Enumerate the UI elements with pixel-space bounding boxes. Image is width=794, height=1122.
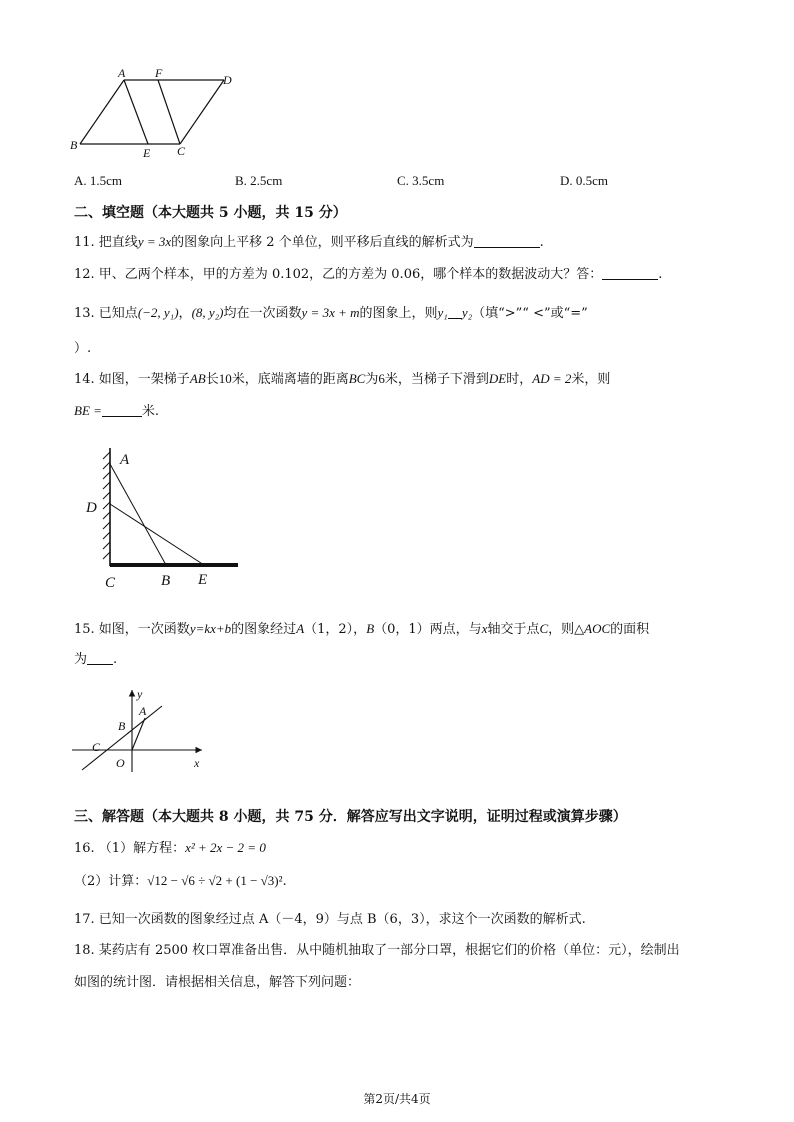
page-footer: 第2页/共4页 <box>363 1092 431 1106</box>
q16-end: . <box>282 874 287 889</box>
segment-fc <box>158 80 180 144</box>
label-c: C <box>105 575 116 591</box>
q14-bc: BC <box>348 371 366 386</box>
q14-ab: AB <box>189 371 206 386</box>
segment-ae <box>124 80 148 144</box>
label-a: A <box>139 704 147 718</box>
q14-text-c: 米，底端离墙的距离 <box>231 372 349 387</box>
label-d: D <box>86 500 97 516</box>
q15-text-d: （0，1）两点，与 <box>374 622 482 637</box>
q16-part2-label: （2）计算： <box>74 874 148 889</box>
question-18-line1: 18. 某药店有 2500 枚口罩准备出售．从中随机抽取了一部分口罩，根据它们的价格（单位：元），绘制出 <box>74 943 680 958</box>
q11-end: . <box>539 235 544 250</box>
q12-text: 12. 甲、乙两个样本，甲的方差为 0.102，乙的方差为 0.06，哪个样本的数据波动大？答： <box>74 267 603 282</box>
edge-ab <box>80 80 124 144</box>
q15-end: . <box>113 652 118 667</box>
q15-point-a: A <box>296 621 305 636</box>
q14-answer-blank[interactable] <box>102 403 142 417</box>
q14-text-f: 时， <box>506 372 533 387</box>
q12-end: . <box>658 267 663 282</box>
q14-text-b: 长 <box>205 372 219 387</box>
q13-fill-hint: （填“>”“ <”或“=” <box>472 306 588 321</box>
q15-point-b: B <box>366 621 375 636</box>
q16-equation: x² + 2x − 2 = 0 <box>185 840 266 855</box>
q13-sep: ， <box>178 306 192 321</box>
q11-pre: 11. 把直线 <box>74 235 138 250</box>
q14-text-e: 米，当梯子下滑到 <box>384 372 489 387</box>
label-y: y <box>137 687 143 701</box>
q13-post: 的图象上，则 <box>359 306 438 321</box>
q12-answer-blank[interactable] <box>602 266 658 280</box>
label-a: A <box>118 66 126 80</box>
q14-end: 米. <box>141 404 160 419</box>
question-14 <box>74 370 610 389</box>
q14-text-a: 14. 如图，一架梯子 <box>74 372 190 387</box>
axes-figure <box>68 684 218 774</box>
q15-text-f: ，则△ <box>548 622 585 637</box>
option-a: A. 1.5cm <box>74 173 123 188</box>
label-e: E <box>198 572 208 588</box>
section-2-title: 二、填空题（本大题共 5 小题，共 15 分） <box>74 205 347 221</box>
q14-be: BE = <box>74 403 102 418</box>
label-c: C <box>92 740 101 754</box>
section-3-title: 三、解答题（本大题共 8 小题，共 75 分．解答应写出文字说明，证明过程或演算步骤） <box>74 809 627 825</box>
q15-point-c: C <box>539 621 549 636</box>
q15-answer-blank[interactable] <box>87 651 113 665</box>
q13-answer-blank[interactable] <box>448 305 462 319</box>
ladder-de <box>110 504 204 565</box>
ground <box>110 563 238 567</box>
option-c: C. 3.5cm <box>397 173 445 188</box>
question-16-part2 <box>74 872 287 891</box>
label-e: E <box>143 146 151 160</box>
q15-equation: y=kx+b <box>189 621 232 636</box>
q16-part1-label: 16. （1）解方程： <box>74 841 186 856</box>
question-12 <box>74 266 662 284</box>
q13-y2: y₂ <box>461 305 473 320</box>
question-13 <box>74 304 588 323</box>
question-18-line2: 如图的统计图．请根据相关信息，解答下列问题： <box>74 975 361 990</box>
q14-text-g: 米，则 <box>571 372 611 387</box>
label-b: B <box>118 719 126 733</box>
label-f: F <box>155 66 163 80</box>
q13-y1: y₁ <box>437 305 448 320</box>
q15-text-g: 的面积 <box>610 622 650 637</box>
q16-expression: √12 − √6 ÷ √2 + (1 − √3)² <box>147 873 283 888</box>
q13-point1: (−2, y₁) <box>137 305 179 320</box>
wall-hatching <box>103 452 110 559</box>
q13-equation: y = 3x + m <box>301 305 360 320</box>
q11-post: 的图象向上平移 2 个单位，则平移后直线的解析式为 <box>171 235 474 250</box>
q14-de: DE <box>488 371 507 386</box>
segment-oa <box>132 718 145 750</box>
question-14-line2 <box>74 402 159 421</box>
q13-pre: 13. 已知点 <box>74 306 138 321</box>
label-b: B <box>70 138 78 152</box>
ladder-figure <box>80 444 250 594</box>
question-11 <box>74 233 544 252</box>
question-15 <box>74 620 649 639</box>
q15-text-b: 的图象经过 <box>231 622 297 637</box>
question-15-line2 <box>74 651 117 669</box>
q11-equation: y = 3x <box>137 234 172 249</box>
q13-point2: (8, y₂) <box>191 305 224 320</box>
question-17: 17. 已知一次函数的图象经过点 A（－4，9）与点 B（6，3），求这个一次函数的解析式. <box>74 912 586 927</box>
q15-text-a: 15. 如图，一次函数 <box>74 622 190 637</box>
q15-text-c: （1，2）， <box>304 622 367 637</box>
label-b: B <box>161 573 171 589</box>
q15-x: x <box>481 621 488 636</box>
label-o: O <box>116 756 125 770</box>
label-c: C <box>177 144 186 158</box>
question-16-part1 <box>74 839 266 858</box>
q11-answer-blank[interactable] <box>474 234 540 248</box>
q15-line2-pre: 为 <box>74 652 88 667</box>
option-d: D. 0.5cm <box>560 173 609 188</box>
parallelogram-figure <box>66 64 246 162</box>
ladder-ab <box>110 464 166 565</box>
label-x: x <box>194 756 200 770</box>
q14-ad: AD = 2 <box>532 371 572 386</box>
question-13-line2: ）. <box>74 341 92 356</box>
label-d: D <box>223 73 232 87</box>
q15-text-e: 轴交于点 <box>487 622 540 637</box>
q14-length: 10 <box>218 371 232 386</box>
label-a: A <box>120 452 130 468</box>
q15-aoc: AOC <box>584 621 611 636</box>
q14-bc-value: 6 <box>378 371 385 386</box>
edge-dc <box>180 80 224 144</box>
q14-text-d: 为 <box>365 372 379 387</box>
q13-mid: 均在一次函数 <box>223 306 302 321</box>
option-b: B. 2.5cm <box>235 173 283 188</box>
